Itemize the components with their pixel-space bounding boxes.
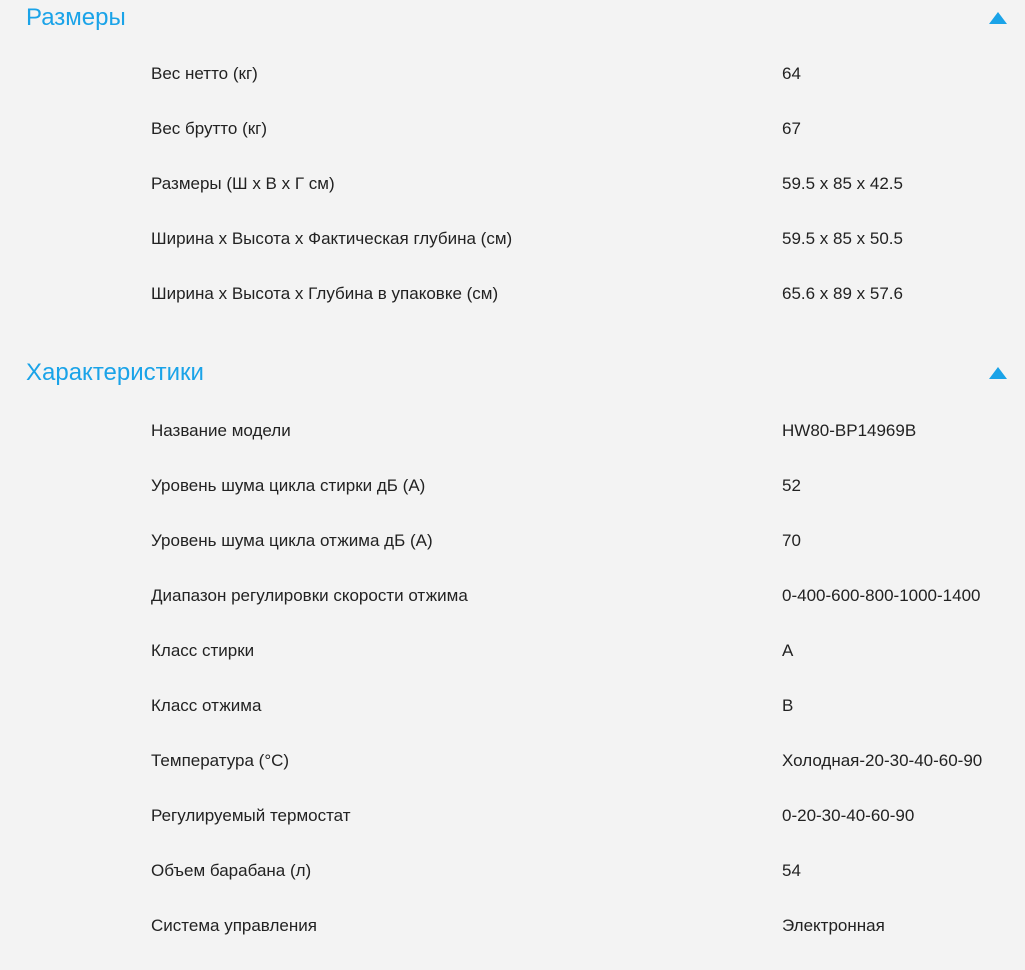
spec-value: 0-20-30-40-60-90 [782,806,915,825]
spec-value: 54 [782,861,801,880]
spec-label: Ширина x Высота x Глубина в упаковке (см) [151,284,499,303]
spec-value: Холодная-20-30-40-60-90 [782,751,983,770]
spec-label: Размеры (Ш x В x Г см) [151,174,335,193]
spec-row [0,585,1025,640]
spec-row [0,228,1025,283]
spec-value: 64 [782,64,801,83]
spec-list [0,420,1025,970]
spec-label: Название модели [151,421,291,440]
spec-value: A [782,641,794,660]
collapse-triangle-up-icon[interactable] [989,12,1007,24]
spec-row [0,63,1025,118]
spec-row [0,283,1025,338]
spec-value: 70 [782,531,801,550]
spec-value: Электронная [782,916,885,935]
spec-value: 67 [782,119,801,138]
spec-list [0,63,1025,338]
spec-label: Уровень шума цикла стирки дБ (А) [151,476,426,495]
spec-label: Температура (°C) [151,751,290,770]
spec-value: B [782,696,794,715]
section-title: Характеристики [26,359,204,386]
spec-row [0,805,1025,860]
spec-row [0,750,1025,805]
section-header-dimensions[interactable] [0,0,1025,36]
spec-value: 52 [782,476,801,495]
spec-value: 59.5 x 85 x 50.5 [782,229,903,248]
spec-row [0,173,1025,228]
section-title: Размеры [26,4,126,31]
spec-row [0,860,1025,915]
spec-value: 0-400-600-800-1000-1400 [782,586,981,605]
spec-row [0,420,1025,475]
spec-row [0,475,1025,530]
spec-label: Класс отжима [151,696,262,715]
spec-label: Ширина x Высота x Фактическая глубина (см) [151,229,513,248]
collapse-triangle-up-icon[interactable] [989,367,1007,379]
spec-label: Диапазон регулировки скорости отжима [151,586,468,605]
spec-label: Система управления [151,916,317,935]
spec-label: Регулируемый термостат [151,806,351,825]
spec-row [0,640,1025,695]
section-header-characteristics[interactable] [0,355,1025,391]
spec-label: Уровень шума цикла отжима дБ (А) [151,531,433,550]
spec-row [0,915,1025,970]
spec-label: Вес нетто (кг) [151,64,258,83]
section-characteristics [0,355,1025,935]
spec-row [0,530,1025,585]
spec-row [0,118,1025,173]
spec-value: 59.5 x 85 x 42.5 [782,174,903,193]
spec-row [0,695,1025,750]
spec-value: 65.6 x 89 x 57.6 [782,284,903,303]
section-dimensions [0,0,1025,303]
spec-label: Объем барабана (л) [151,861,312,880]
spec-label: Вес брутто (кг) [151,119,268,138]
spec-label: Класс стирки [151,641,255,660]
spec-value: HW80-BP14969B [782,421,917,440]
